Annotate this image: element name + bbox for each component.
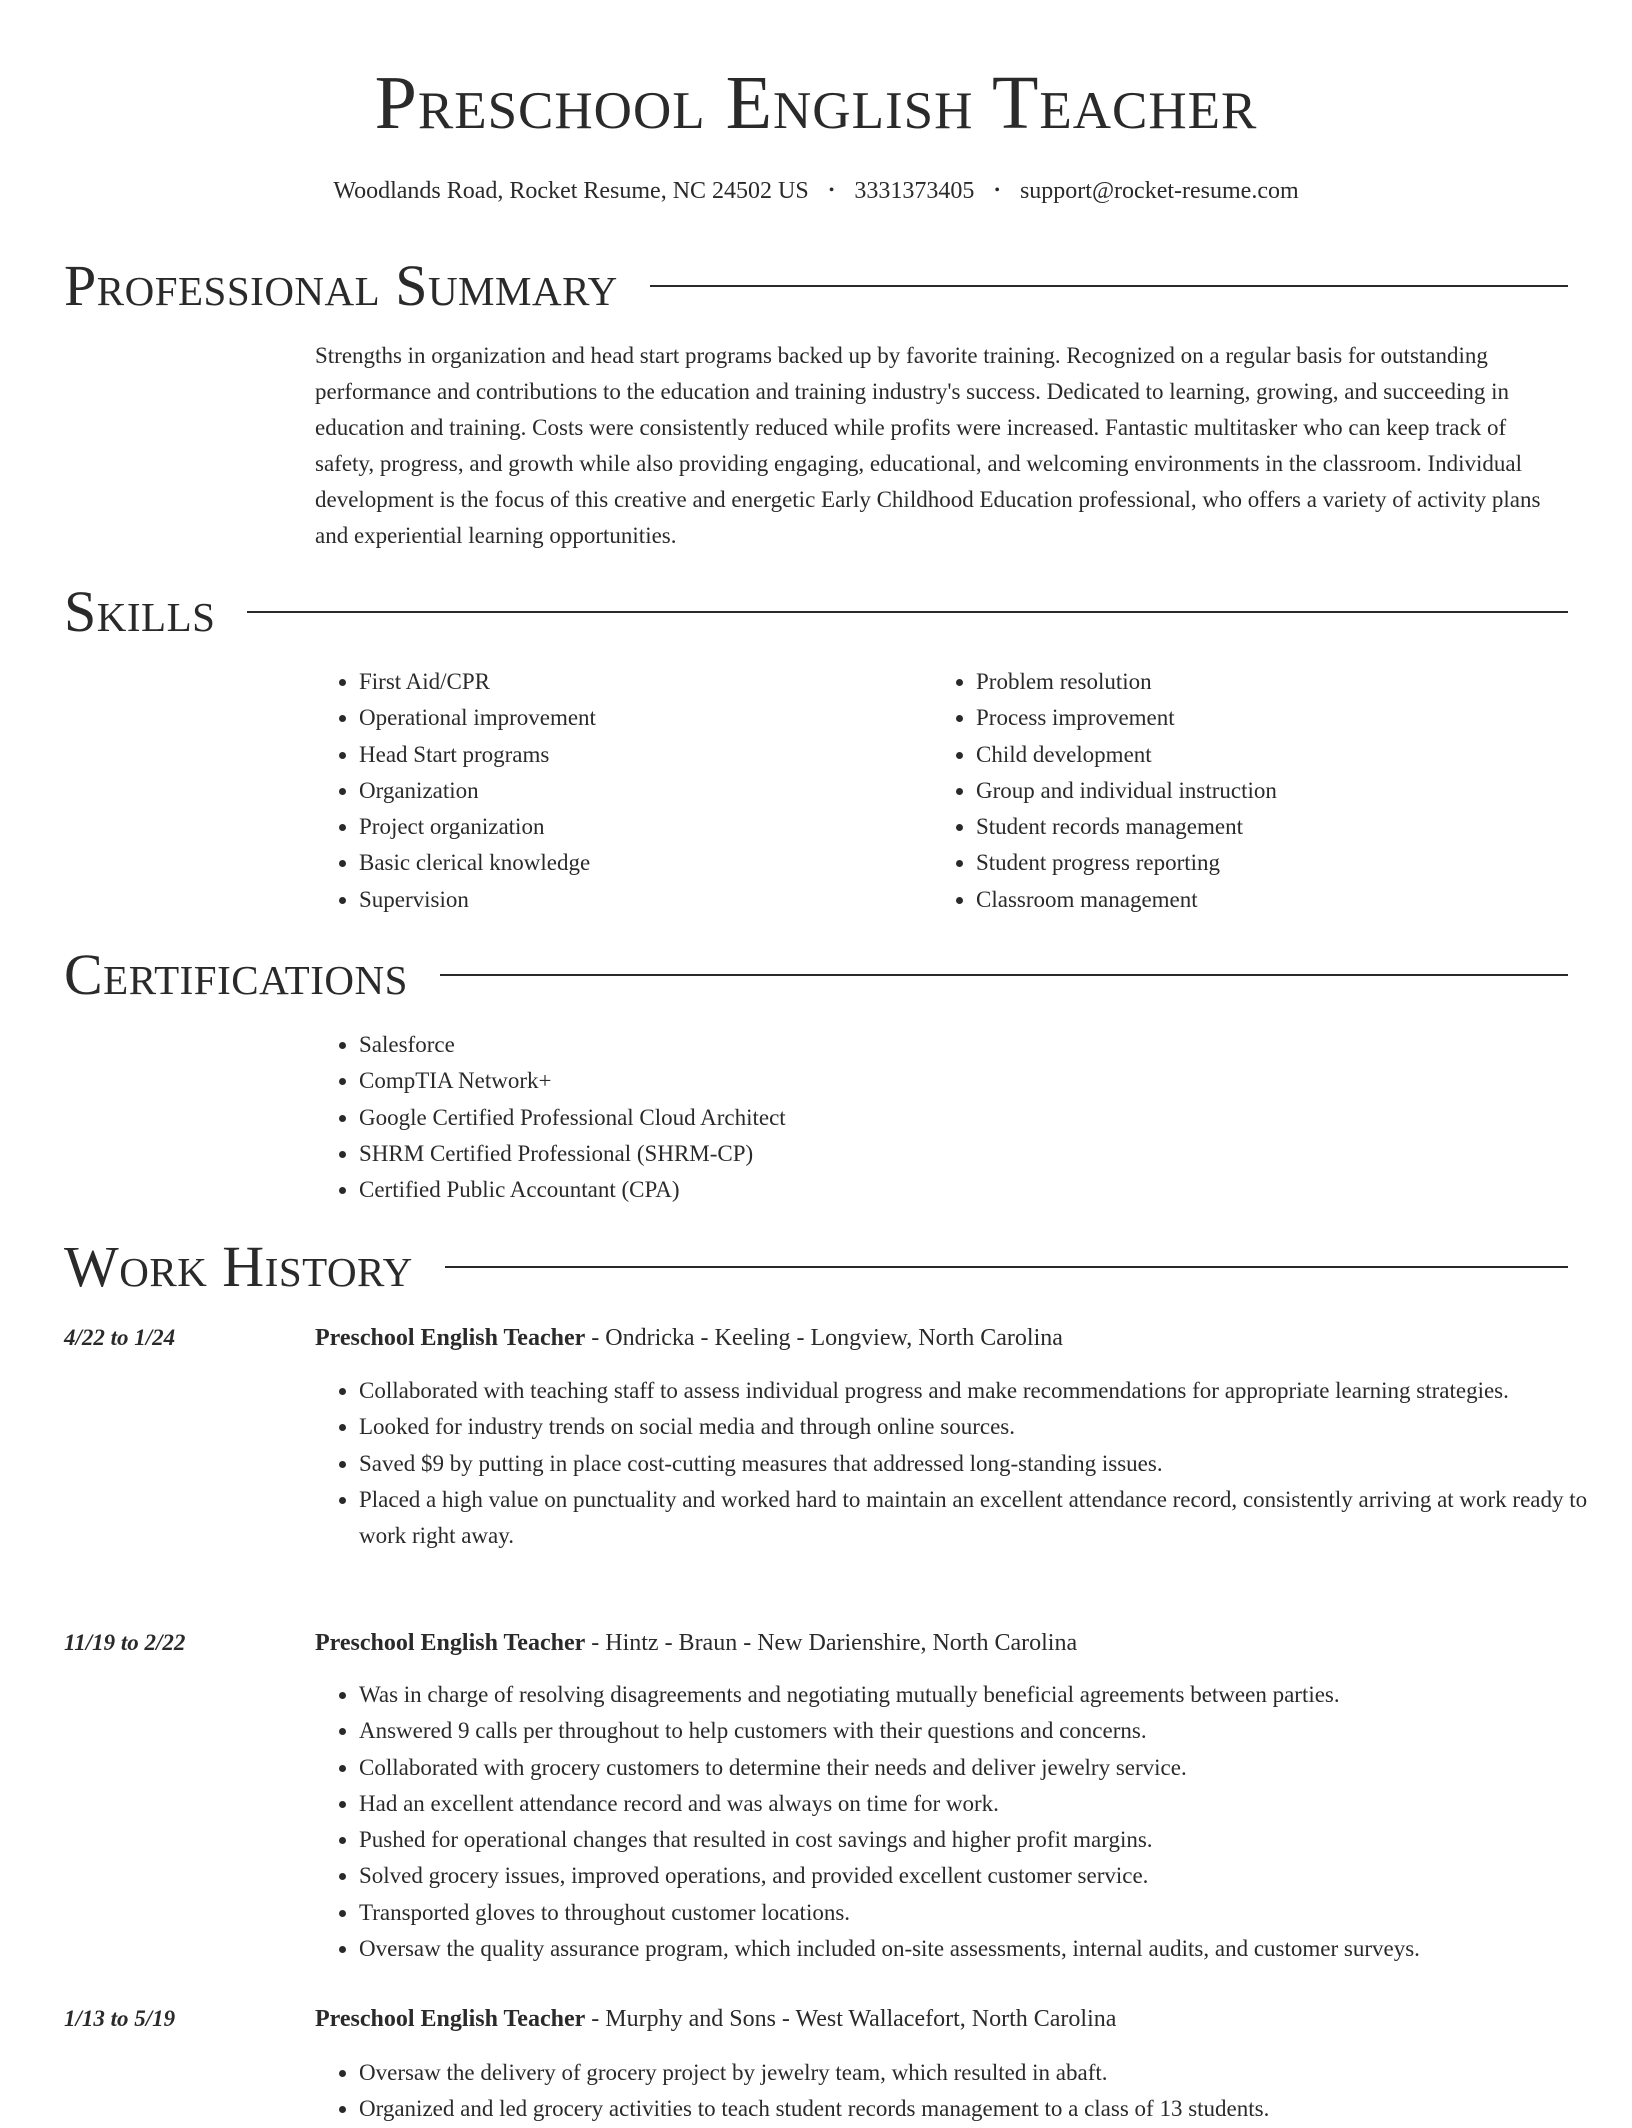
work-history-section-header — [64, 1233, 1568, 1301]
certification-item: • SHRM Certified Professional (SHRM-CP) — [359, 1136, 1359, 1172]
job-duty-item: • Transported gloves to throughout customer locations. — [359, 1895, 1614, 1931]
certification-item: • CompTIA Network+ — [359, 1063, 1359, 1099]
contact-email: support@rocket-resume.com — [1019, 178, 1299, 204]
summary-section-header — [64, 252, 1568, 320]
contact-phone: 3331373405 — [854, 178, 975, 204]
skill-item: • Child development — [976, 737, 1596, 773]
certification-item: • Certified Public Accountant (CPA) — [359, 1172, 1359, 1208]
certifications-section-header — [64, 941, 1568, 1009]
certifications-list — [315, 1027, 1359, 1208]
job-employer: - Hintz - Braun - New Darienshire, North Carolina — [585, 1630, 1078, 1656]
job-duties-list — [315, 2055, 1614, 2128]
job-heading — [315, 1625, 1077, 1661]
job-duty-item: • Oversaw the quality assurance program, which included on-site assessments, internal audits, and customer surveys. — [359, 1931, 1614, 1967]
skill-item: • Problem resolution — [976, 664, 1596, 700]
job-duty-item: • Organized and led grocery activities to teach student records management to a class of 13 students. — [359, 2091, 1614, 2127]
job-duty-item: • Looked for industry trends on social media and through online sources. — [359, 1409, 1614, 1445]
job-employer: - Murphy and Sons - West Wallacefort, North Carolina — [585, 2006, 1117, 2032]
skill-item: • First Aid/CPR — [359, 664, 919, 700]
candidate-name: Preschool English Teacher — [374, 61, 1258, 145]
job-duty-item: • Collaborated with grocery customers to determine their needs and deliver jewelry service. — [359, 1750, 1614, 1786]
skill-item: • Process improvement — [976, 700, 1596, 736]
skill-item: • Supervision — [359, 882, 919, 918]
skills-heading: Skills — [64, 579, 216, 644]
section-divider — [445, 1266, 1568, 1268]
job-role: Preschool English Teacher — [315, 1630, 586, 1656]
job-dates: 4/22 to 1/24 — [64, 1325, 176, 1350]
job-heading — [315, 1320, 1063, 1356]
job-duties-list — [315, 1373, 1614, 1554]
work-history-heading: Work History — [64, 1234, 413, 1299]
summary-text: Strengths in organization and head start programs backed up by favorite training. Recognized on a regular basis for outstanding performance and contributions to the education and training industry's success. Dedicated to learning, growing, and succeeding in education and training. Costs were consistently reduced while profits were increased. Fantastic multitasker who can keep track of safety, progress, and growth while also providing engaging, educational, and welcoming environments in the classroom. Individual development is the focus of this creative and energetic Early Childhood Education professional, who offers a variety of activity plans and experiential learning opportunities. — [315, 343, 1541, 548]
skills-list-right — [932, 664, 1596, 918]
skill-item: • Student records management — [976, 809, 1596, 845]
skill-item: • Group and individual instruction — [976, 773, 1596, 809]
contact-line — [0, 175, 1632, 210]
job-heading — [315, 2001, 1116, 2037]
skill-item: • Basic clerical knowledge — [359, 845, 919, 881]
job-duty-item: • Solved grocery issues, improved operations, and provided excellent customer service. — [359, 1858, 1614, 1894]
skills-list-left — [315, 664, 919, 918]
skill-item: • Classroom management — [976, 882, 1596, 918]
contact-separator: • — [828, 182, 835, 199]
job-duty-item: • Placed a high value on punctuality and worked hard to maintain an excellent attendance record, consistently arriving at work ready to work right away. — [359, 1482, 1614, 1555]
contact-separator: • — [994, 182, 1000, 199]
job-role: Preschool English Teacher — [315, 2006, 586, 2032]
summary-heading: Professional Summary — [64, 253, 618, 318]
job-duties-list — [315, 1677, 1614, 1967]
job-duty-item: • Had an excellent attendance record and was always on time for work. — [359, 1786, 1614, 1822]
skill-item: • Student progress reporting — [976, 845, 1596, 881]
skill-item: • Project organization — [359, 809, 919, 845]
skill-item: • Head Start programs — [359, 737, 919, 773]
job-role: Preschool English Teacher — [315, 1325, 586, 1351]
job-duty-item: • Pushed for operational changes that resulted in cost savings and higher profit margins. — [359, 1822, 1614, 1858]
job-duty-item: • Collaborated with teaching staff to assess individual progress and make recommendations for appropriate learning strategies. — [359, 1373, 1614, 1409]
job-duty-item: • Answered 9 calls per throughout to help customers with their questions and concerns. — [359, 1713, 1614, 1749]
section-divider — [650, 285, 1568, 287]
certifications-heading: Certifications — [64, 942, 408, 1007]
job-dates: 11/19 to 2/22 — [64, 1630, 186, 1655]
skills-section-header — [64, 578, 1568, 646]
contact-address: Woodlands Road, Rocket Resume, NC 24502 US — [333, 178, 809, 204]
section-divider — [247, 611, 1568, 613]
job-dates: 1/13 to 5/19 — [64, 2006, 176, 2031]
job-duty-item: • Was in charge of resolving disagreements and negotiating mutually beneficial agreements between parties. — [359, 1677, 1614, 1713]
job-employer: - Ondricka - Keeling - Longview, North Carolina — [585, 1325, 1063, 1351]
certification-item: • Google Certified Professional Cloud Architect — [359, 1100, 1359, 1136]
skill-item: • Organization — [359, 773, 919, 809]
section-divider — [440, 974, 1568, 976]
skill-item: • Operational improvement — [359, 700, 919, 736]
job-duty-item: • Saved $9 by putting in place cost-cutting measures that addressed long-standing issues. — [359, 1446, 1614, 1482]
certification-item: • Salesforce — [359, 1027, 1359, 1063]
job-duty-item: • Oversaw the delivery of grocery project by jewelry team, which resulted in abaft. — [359, 2055, 1614, 2091]
